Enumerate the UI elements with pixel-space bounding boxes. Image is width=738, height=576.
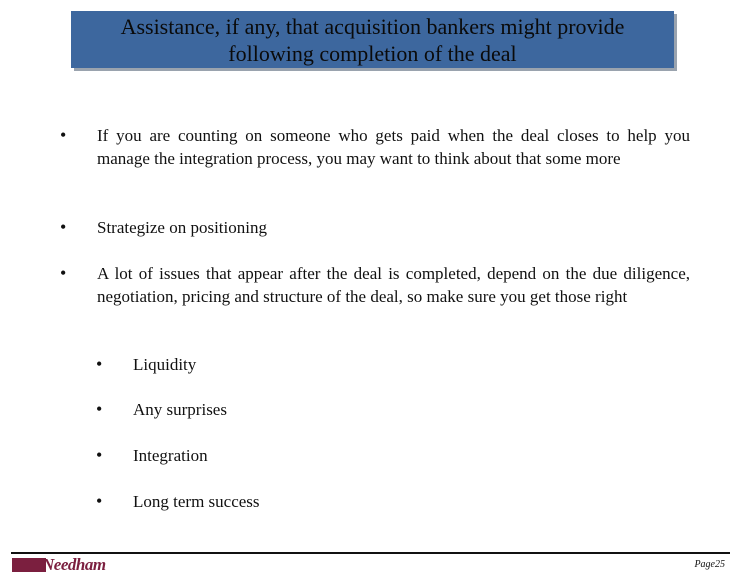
- sub-bullet-symbol: •: [96, 399, 103, 419]
- bullet-symbol: •: [60, 217, 67, 237]
- logo-bar: [12, 558, 46, 572]
- bullet-text: If you are counting on someone who gets paid when the deal closes to help you manage the integration process, you may want to think about that some more: [97, 126, 690, 168]
- sub-bullet-symbol: •: [96, 445, 103, 465]
- needham-logo: [12, 556, 104, 576]
- slide-title: [111, 13, 635, 67]
- bullet-text: Strategize on positioning: [97, 218, 267, 237]
- slide-title-banner: [71, 11, 674, 68]
- sub-bullet-text: Integration: [133, 446, 208, 465]
- slide-title-line-1: Assistance, if any, that acquisition bankers might provide: [120, 13, 625, 39]
- logo-text: Needham: [42, 555, 106, 574]
- page-number: Page25: [694, 559, 725, 570]
- sub-bullet-text: Any surprises: [133, 400, 227, 419]
- slide-title-line-2: following completion of the deal: [228, 40, 517, 66]
- sub-bullet-text: Long term success: [133, 492, 260, 511]
- bullet-text: A lot of issues that appear after the deal is completed, depend on the due diligence, negotiation, pricing and structure of the deal, so make sure you get those right: [97, 264, 690, 306]
- bullet-symbol: •: [60, 263, 67, 283]
- bullet-symbol: •: [60, 125, 67, 145]
- sub-bullet-symbol: •: [96, 354, 103, 374]
- sub-bullet-text: Liquidity: [133, 355, 197, 374]
- footer-divider: [11, 552, 730, 554]
- sub-bullet-symbol: •: [96, 491, 103, 511]
